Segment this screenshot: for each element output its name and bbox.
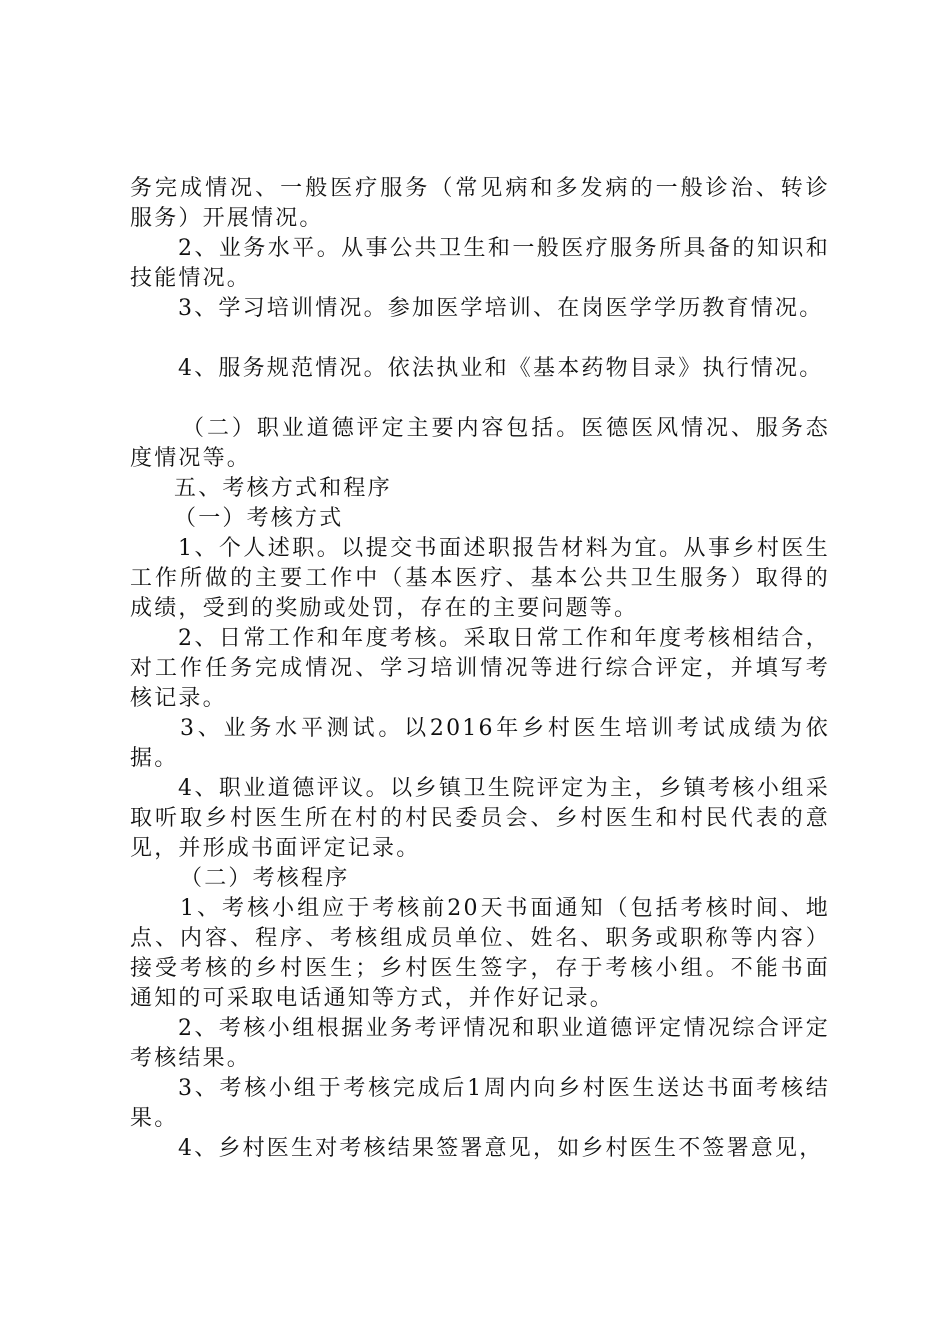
paragraph-gap xyxy=(130,324,830,354)
paragraph-training: 3、学习培训情况。参加医学培训、在岗医学学历教育情况。 xyxy=(178,296,824,321)
subheading-procedure: （二）考核程序 xyxy=(180,866,350,891)
document-body xyxy=(130,174,830,1164)
subheading-methods: （一）考核方式 xyxy=(174,506,344,531)
paragraph-ethics-review: 4、职业道德评议。以乡镇卫生院评定为主，乡镇考核小组采取听取乡村医生所在村的村民委员会、乡村医生和村民代表的意见，并形成书面评定记录。 xyxy=(130,776,830,861)
paragraph-notice: 1、考核小组应于考核前20天书面通知（包括考核时间、地点、内容、程序、考核组成员单位、姓名、职务或职称等内容）接受考核的乡村医生；乡村医生签字，存于考核小组。不能书面通知的可采取电话通知等方式，并作好记录。 xyxy=(130,896,830,1011)
section-heading-methods: 五、考核方式和程序 xyxy=(174,476,392,501)
paragraph-ethics: （二）职业道德评定主要内容包括。医德医风情况、服务态度情况等。 xyxy=(130,416,830,471)
paragraph-daily-annual: 2、日常工作和年度考核。采取日常工作和年度考核相结合，对工作任务完成情况、学习培训情况等进行综合评定，并填写考核记录。 xyxy=(130,626,830,711)
paragraph-gap xyxy=(130,384,830,414)
paragraph-self-report: 1、个人述职。以提交书面述职报告材料为宜。从事乡村医生工作所做的主要工作中（基本医疗、基本公共卫生服务）取得的成绩，受到的奖励或处罚，存在的主要问题等。 xyxy=(130,536,830,621)
paragraph-continuation: 务完成情况、一般医疗服务（常见病和多发病的一般诊治、转诊服务）开展情况。 xyxy=(130,176,830,231)
paragraph-business-level: 2、业务水平。从事公共卫生和一般医疗服务所具备的知识和技能情况。 xyxy=(130,236,830,291)
paragraph-result-evaluation: 2、考核小组根据业务考评情况和职业道德评定情况综合评定考核结果。 xyxy=(130,1016,830,1071)
paragraph-signature: 4、乡村医生对考核结果签署意见，如乡村医生不签署意见， xyxy=(178,1136,824,1161)
paragraph-result-delivery: 3、考核小组于考核完成后1周内向乡村医生送达书面考核结果。 xyxy=(130,1076,830,1131)
paragraph-test: 3、业务水平测试。以2016年乡村医生培训考试成绩为依据。 xyxy=(130,716,830,771)
paragraph-service-norms: 4、服务规范情况。依法执业和《基本药物目录》执行情况。 xyxy=(178,356,824,381)
